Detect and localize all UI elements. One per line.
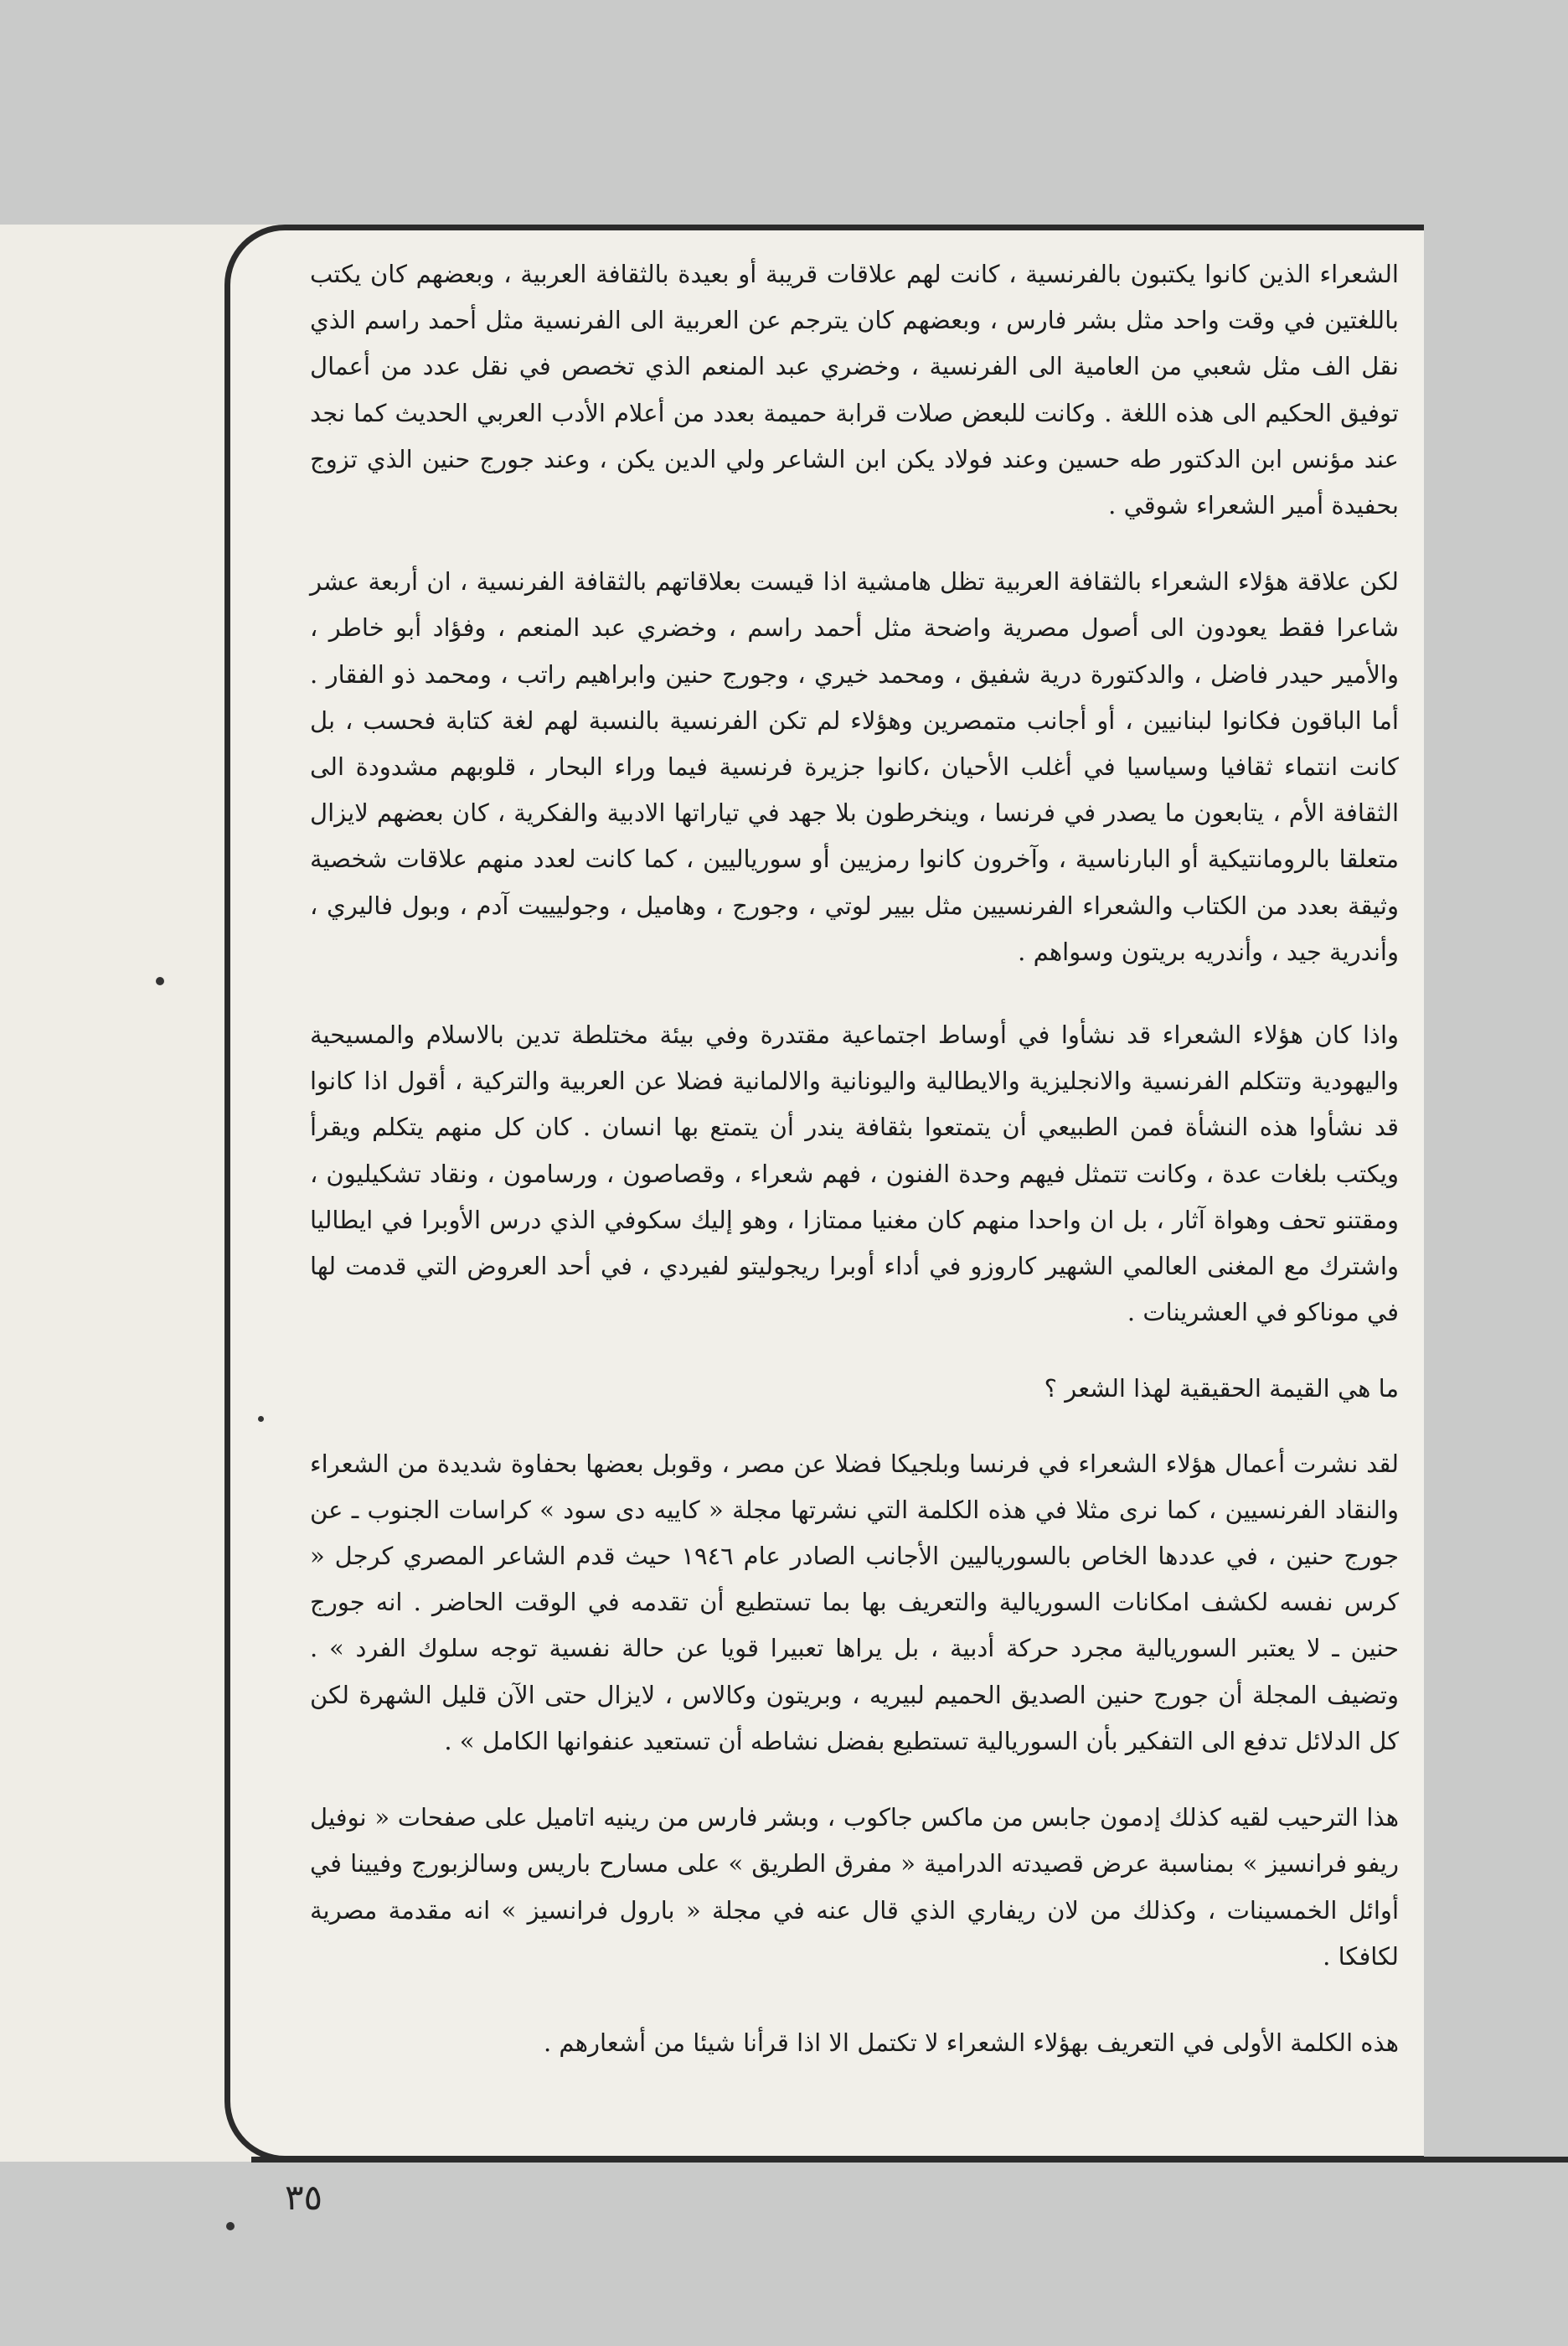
paragraph-3: واذا كان هؤلاء الشعراء قد نشأوا في أوساط اجتماعية مقتدرة وفي بيئة مختلطة تدين بالاسلام والمسيحية واليهودية وتتكلم الفرنسية والانجليزية والايطالية واليونانية والالمانية فضلا عن العربية والتركية ، أقول اذا كانوا قد نشأوا هذه النشأة فمن الطبيعي أن يتمتعوا بثقافة يندر أن يتمتع بها انسان . كان كل منهم يتكلم ويقرأ ويكتب بلغات عدة ، وكانت تتمثل فيهم وحدة الفنون ، فهم شعراء ، وقصاصون ، ورسامون ، ونقاد تشكيليون ، ومقتنو تحف وهواة آثار ، بل ان واحدا منهم كان مغنيا ممتازا ، وهو إليك سكوفي الذي درس الأوبرا في ايطاليا واشترك مع المغنى العالمي الشهير كاروزو في أداء أوبرا ريجوليتو لفيردي ، في أحد العروض التي قدمت لها في موناكو في العشرينات . xyxy=(310,1021,1399,1327)
scan-speck xyxy=(156,977,164,985)
scan-speck xyxy=(226,2222,235,2230)
page-number: ٣٥ xyxy=(285,2177,323,2218)
paragraph-4: لقد نشرت أعمال هؤلاء الشعراء في فرنسا وبلجيكا فضلا عن مصر ، وقوبل بعضها بحفاوة شديدة من الشعراء والنقاد الفرنسيين ، كما نرى مثلا في هذه الكلمة التي نشرتها مجلة « كاييه دى سود » كراسات الجنوب ـ عن جورج حنين ، في عددها الخاص بالسورياليين الأجانب الصادر عام ١٩٤٦ حيث قدم الشاعر المصري كرجل « كرس نفسه لكشف امكانات السوريالية والتعريف بها بما تستطيع أن تقدمه في الوقت الحاضر . انه جورج حنين ـ لا يعتبر السوريالية مجرد حركة أدبية ، بل يراها تعبيرا قويا عن حالة نفسية توجه سلوك الفرد » . وتضيف المجلة أن جورج حنين الصديق الحميم لبيريه ، وبريتون وكالاس ، لايزال حتى الآن قليل الشهرة لكن كل الدلائل تدفع الى التفكير بأن السوريالية تستطيع بفضل نشاطه أن تستعيد عنفوانها الكامل » . xyxy=(310,1449,1400,1755)
scan-speck xyxy=(258,1416,264,1422)
section-question: ما هي القيمة الحقيقية لهذا الشعر ؟ xyxy=(1044,1374,1399,1403)
article-body xyxy=(310,251,1399,2096)
paragraph-6: هذه الكلمة الأولى في التعريف بهؤلاء الشعراء لا تكتمل الا اذا قرأنا شيئا من أشعارهم . xyxy=(543,2028,1399,2057)
paragraph-5: هذا الترحيب لقيه كذلك إدمون جابس من ماكس جاكوب ، وبشر فارس من رينيه اتاميل على صفحات « نوفيل ريفو فرانسيز » بمناسبة عرض قصيدته الدرامية « مفرق الطريق » على مسارح باريس وسالزبورج وفيينا في أوائل الخمسينات ، وكذلك من لان ريفاري الذي قال عنه في مجلة « بارول فرانسيز » انه مقدمة مصرية لكافكا . xyxy=(310,1803,1399,1971)
frame-bottom-rule xyxy=(251,2157,1568,2163)
paragraph-1: الشعراء الذين كانوا يكتبون بالفرنسية ، كانت لهم علاقات قريبة أو بعيدة بالثقافة العربية ، وبعضهم كان يكتب باللغتين في وقت واحد مثل بشر فارس ، وبعضهم كان يترجم عن العربية الى الفرنسية مثل أحمد راسم الذي نقل الف مثل شعبي من العامية الى الفرنسية ، وخضري عبد المنعم الذي تخصص في نقل عدد من أعمال توفيق الحكيم الى هذه اللغة . وكانت للبعض صلات قرابة حميمة بعدد من أعلام الأدب العربي الحديث كما نجد عند مؤنس ابن الدكتور طه حسين وعند فولاد يكن ابن الشاعر ولي الدين يكن ، وعند جورج حنين الذي تزوج بحفيدة أمير الشعراء شوقي . xyxy=(310,260,1399,520)
paragraph-2: لكن علاقة هؤلاء الشعراء بالثقافة العربية تظل هامشية اذا قيست بعلاقاتهم بالثقافة الفرنسية ، ان أربعة عشر شاعرا فقط يعودون الى أصول مصرية واضحة مثل أحمد راسم ، وخضري عبد المنعم ، وفؤاد أبو خاطر ، والأمير حيدر فاضل ، والدكتورة درية شفيق ، ومحمد خيري ، وجورج حنين وابراهيم راتب ، ومحمد ذو الفقار . أما الباقون فكانوا لبنانيين ، أو أجانب متمصرين وهؤلاء لم تكن الفرنسية بالنسبة لهم لغة كتابة فحسب ، بل كانت انتماء ثقافيا وسياسيا في أغلب الأحيان ،كانوا جزيرة فرنسية فيما وراء البحار ، قلوبهم مشدودة الى الثقافة الأم ، يتابعون ما يصدر في فرنسا ، وينخرطون بلا جهد في تياراتها الادبية والفكرية ، كان بعضهم لايزال متعلقا بالرومانتيكية أو البارناسية ، وآخرون كانوا رمزيين أو سورياليين ، كما كانت لعدد منهم علاقات شخصية وثيقة بعدد من الكتاب والشعراء الفرنسيين مثل بيير لوتي ، وجورج ، وهاميل ، وجوليييت آدم ، وبول فاليري ، وأندرية جيد ، وأندريه بريتون وسواهم . xyxy=(310,567,1399,966)
